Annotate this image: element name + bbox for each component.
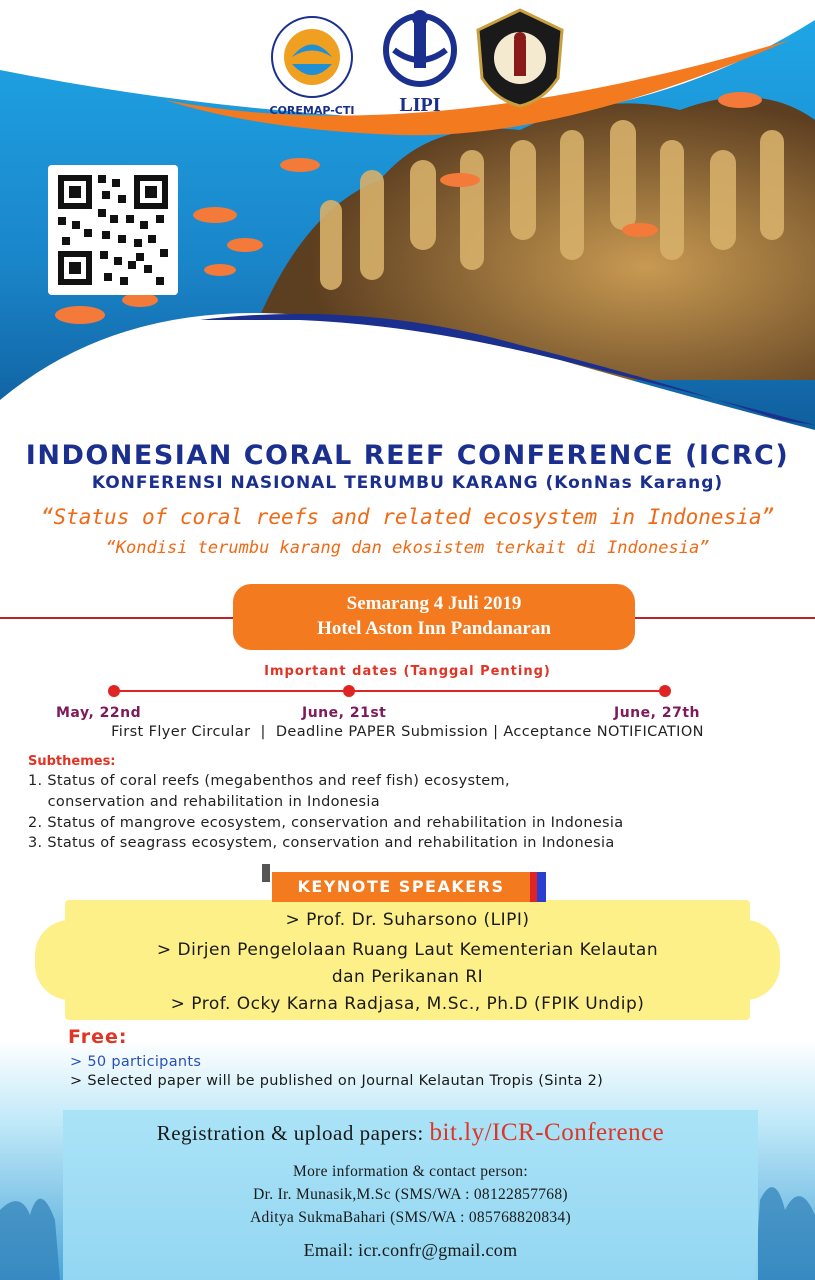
timeline-date-3: June, 27th bbox=[614, 705, 700, 721]
registration-line bbox=[63, 1119, 758, 1147]
contact-person-1: Dr. Ir. Munasik,M.Sc (SMS/WA : 08122857768) bbox=[253, 1186, 568, 1203]
undip-logo bbox=[474, 8, 566, 108]
registration-link[interactable]: bit.ly/ICR-Conference bbox=[429, 1119, 665, 1146]
timeline-date-2: June, 21st bbox=[302, 705, 387, 721]
timeline-date-1: May, 22nd bbox=[56, 705, 142, 721]
keynote-tag-accent bbox=[262, 864, 270, 882]
important-dates-heading: Important dates (Tanggal Penting) bbox=[264, 664, 551, 679]
lipi-label: LIPI bbox=[399, 94, 441, 116]
coremap-logo bbox=[262, 14, 362, 118]
conference-title-en: INDONESIAN CORAL REEF CONFERENCE (ICRC) bbox=[25, 440, 790, 471]
keynote-speaker-3: > Prof. Ocky Karna Radjasa, M.Sc., Ph.D (FPIK Undip) bbox=[170, 994, 645, 1014]
qr-code[interactable] bbox=[48, 165, 178, 295]
free-item-publication: > Selected paper will be published on Journal Kelautan Tropis (Sinta 2) bbox=[70, 1073, 604, 1089]
keynote-speaker-1: > Prof. Dr. Suharsono (LIPI) bbox=[285, 910, 530, 930]
conference-title-id: KONFERENSI NASIONAL TERUMBU KARANG (KonNas Karang) bbox=[91, 473, 724, 493]
subtheme-1-line1: 1. Status of coral reefs (megabenthos and reef fish) ecosystem, bbox=[28, 773, 510, 789]
lipi-emblem bbox=[380, 8, 460, 90]
subtheme-1-line2: conservation and rehabilitation in Indonesia bbox=[28, 794, 380, 810]
theme-id: “Kondisi terumbu karang dan ekosistem terkait di Indonesia” bbox=[105, 538, 710, 558]
theme-en: “Status of coral reefs and related ecosystem in Indonesia” bbox=[40, 505, 775, 529]
contact-email[interactable]: Email: icr.confr@gmail.com bbox=[303, 1240, 518, 1260]
venue-banner bbox=[233, 584, 635, 650]
free-heading: Free: bbox=[68, 1026, 128, 1048]
contact-heading: More information & contact person: bbox=[293, 1163, 528, 1180]
keynote-tag-stripe-red bbox=[530, 872, 537, 902]
subthemes-heading: Subthemes: bbox=[28, 754, 116, 769]
contact-person-2: Aditya SukmaBahari (SMS/WA : 085768820834) bbox=[250, 1209, 571, 1226]
keynote-tag-stripe-blue bbox=[537, 872, 546, 902]
keynote-heading: KEYNOTE SPEAKERS bbox=[272, 872, 530, 902]
timeline-line bbox=[113, 690, 665, 692]
subtheme-2: 2. Status of mangrove ecosystem, conservation and rehabilitation in Indonesia bbox=[28, 815, 624, 831]
coremap-label: COREMAP-CTI bbox=[269, 104, 355, 117]
venue-date: Semarang 4 Juli 2019 bbox=[346, 593, 522, 614]
timeline-dot-2 bbox=[343, 685, 355, 697]
timeline-dot-3 bbox=[659, 685, 671, 697]
registration-label: Registration & upload papers: bbox=[156, 1121, 430, 1145]
free-item-participants: > 50 participants bbox=[70, 1054, 202, 1070]
timeline-dot-1 bbox=[108, 685, 120, 697]
keynote-speaker-2-line1: > Dirjen Pengelolaan Ruang Laut Kementerian Kelautan bbox=[156, 940, 659, 960]
coremap-emblem bbox=[262, 14, 362, 100]
subtheme-3: 3. Status of seagrass ecosystem, conservation and rehabilitation in Indonesia bbox=[28, 835, 615, 851]
timeline-stages: First Flyer Circular | Deadline PAPER Submission | Acceptance NOTIFICATION bbox=[111, 724, 704, 740]
keynote-speaker-2-line2: dan Perikanan RI bbox=[331, 967, 484, 987]
undip-emblem bbox=[474, 8, 566, 108]
venue-place: Hotel Aston Inn Pandanaran bbox=[317, 618, 551, 639]
lipi-logo bbox=[380, 8, 460, 118]
